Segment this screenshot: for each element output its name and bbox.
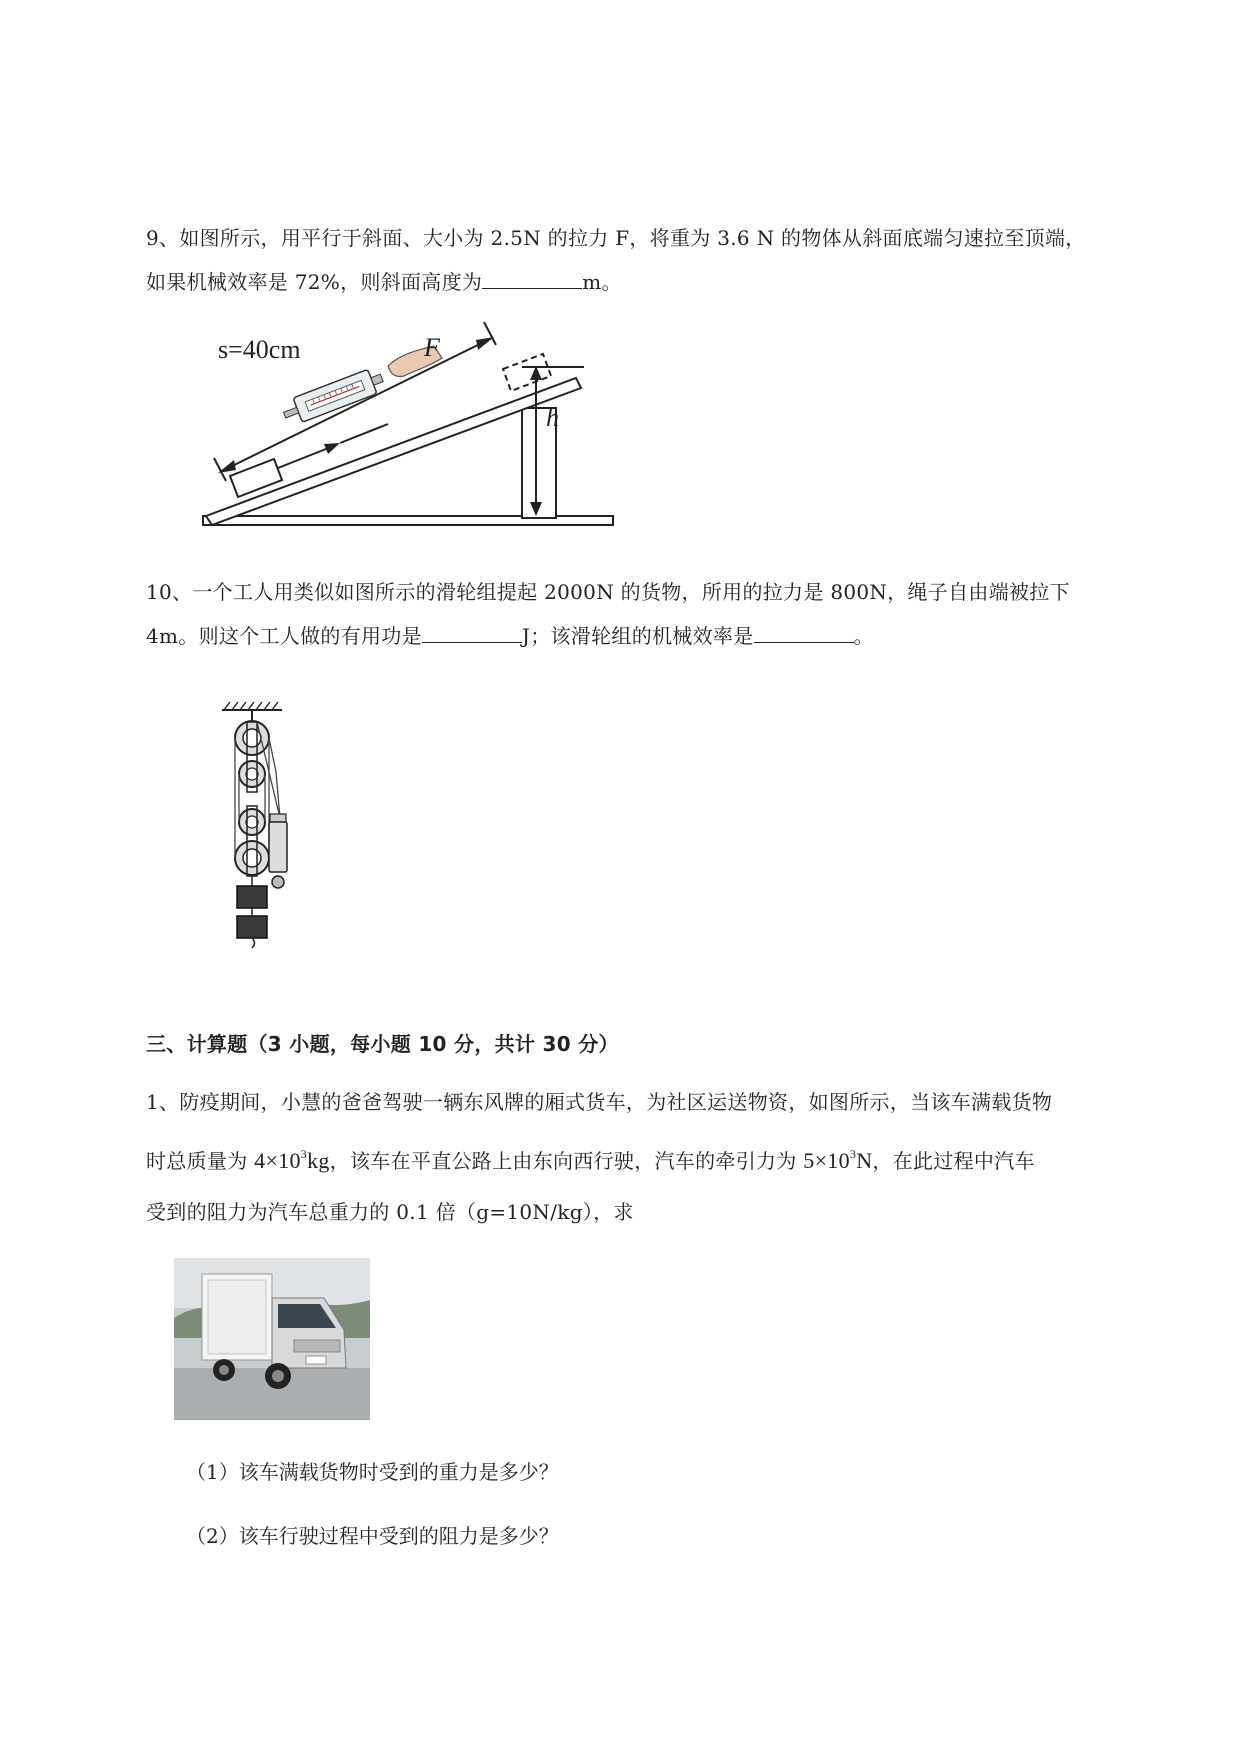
h-label: h — [546, 403, 559, 432]
q10-line2-suffix: 。 — [853, 624, 874, 648]
weight-2 — [237, 916, 267, 938]
spring-scale — [280, 366, 386, 428]
c1-line1: 1、防疫期间，小慧的爸爸驾驶一辆东风牌的厢式货车，为社区运送物资，如图所示，当该车满载货物 — [146, 1090, 1053, 1114]
c1-sub1: （1）该车满载货物时受到的重力是多少？ — [186, 1460, 559, 1484]
section3-title: 三、计算题（3 小题，每小题 10 分，共计 30 分） — [146, 1032, 619, 1056]
block-top-dashed — [503, 354, 551, 391]
c1-line2 — [146, 1132, 1156, 1183]
h-arrow-top — [530, 366, 542, 380]
q10-line2 — [146, 614, 1156, 658]
truck-photo — [174, 1258, 370, 1420]
c1-sub2: （2）该车行驶过程中受到的阻力是多少？ — [186, 1524, 559, 1548]
c1-line2-b: ，该车在平直公路上由东向西行驶，汽车的牵引力为 — [329, 1149, 797, 1173]
c1-line2-c: ，在此过程中汽车 — [872, 1149, 1035, 1173]
weight-1 — [237, 886, 267, 908]
q10-line1: 10、一个工人用类似如图所示的滑轮组提起 2000N 的货物，所用的拉力是 800N，绳子自由端被拉下 — [146, 580, 1070, 604]
q9-line2-prefix: 如果机械效率是 72%，则斜面高度为 — [146, 270, 483, 294]
mass-formula: $4\times 10^3kg$ — [254, 1147, 330, 1173]
q10-answer-blank-2[interactable] — [754, 620, 854, 643]
rope-arrow — [324, 443, 340, 454]
ceiling-hatch — [224, 702, 278, 710]
f-label: F — [424, 333, 440, 362]
force-formula: $5\times 10^3N$ — [803, 1147, 873, 1173]
spring-scale — [269, 822, 287, 872]
incline-figure — [178, 318, 648, 538]
q9-line1: 9、如图所示，用平行于斜面、大小为 2.5N 的拉力 F，将重为 3.6 N 的物体从斜面底端匀速拉至顶端， — [146, 226, 1086, 250]
s-arrow-head-right — [476, 337, 494, 350]
q9-line2-suffix: m。 — [582, 270, 622, 294]
q10-line2-mid: J；该滑轮组的机械效率是 — [521, 624, 754, 648]
q9-answer-blank[interactable] — [482, 266, 582, 289]
q10-line2-prefix: 4m。则这个工人做的有用功是 — [146, 624, 422, 648]
c1-line2-a: 时总质量为 — [146, 1149, 248, 1173]
rope-2 — [340, 424, 388, 443]
s-label: s=40cm — [218, 335, 301, 364]
c1-line3: 受到的阻力为汽车总重力的 0.1 倍（g=10N/kg），求 — [146, 1200, 634, 1224]
q10-answer-blank-1[interactable] — [422, 620, 522, 643]
pulley-figure — [214, 700, 334, 960]
q9-line2 — [146, 260, 1156, 304]
